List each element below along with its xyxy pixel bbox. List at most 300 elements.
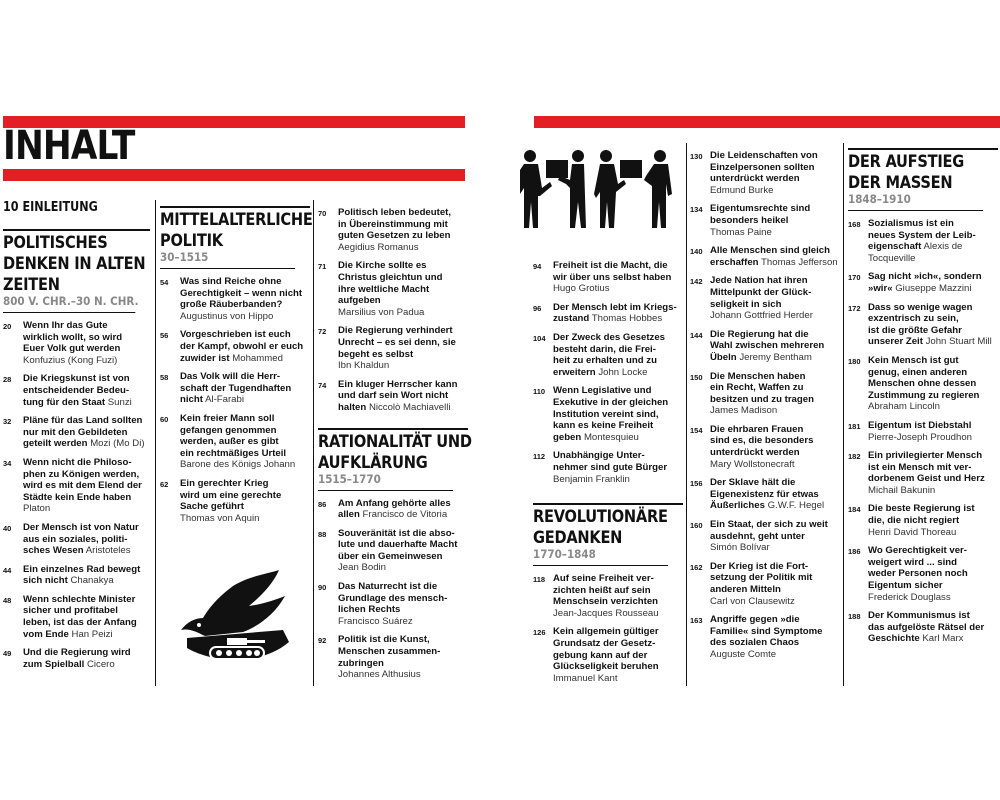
toc-entry[interactable] bbox=[318, 634, 468, 680]
chapter-title-line: Gerechtigkeit – wenn nicht bbox=[180, 287, 303, 299]
chapter-title-line: Die Kriegskunst ist von bbox=[23, 373, 130, 385]
dove-tank-icon bbox=[175, 568, 293, 678]
page-number: 56 bbox=[160, 331, 169, 341]
page-number: 90 bbox=[318, 583, 327, 593]
chapter-title-line: ein Recht, Waffen zu bbox=[710, 382, 804, 394]
toc-entry[interactable] bbox=[318, 581, 468, 627]
toc-entry[interactable] bbox=[848, 420, 998, 443]
chapter-title-line: Freiheit ist die Macht, die bbox=[553, 260, 668, 271]
toc-entry[interactable] bbox=[690, 561, 842, 607]
author-name: Konfuzius (Kong Fuzi) bbox=[23, 354, 118, 366]
section bbox=[690, 150, 842, 661]
chapter-title-line: erweitern bbox=[553, 366, 596, 378]
chapter-title-line: Wenn Legislative und bbox=[553, 385, 652, 397]
column-rule bbox=[843, 143, 844, 686]
column-3 bbox=[318, 200, 472, 681]
chapter-title-line: exzentrisch zu sein, bbox=[868, 313, 959, 325]
chapter-title-line: Eigentum ist Diebstahl bbox=[868, 419, 972, 431]
chapter-title-line: Das Volk will die Herr- bbox=[180, 371, 281, 383]
page-number: 156 bbox=[690, 479, 703, 489]
chapter-title-line: Wenn schlechte Minister bbox=[23, 593, 136, 605]
toc-entry[interactable] bbox=[690, 614, 842, 660]
chapter-title-line: lichen Rechts bbox=[338, 604, 401, 616]
chapter-title-line: Der Mensch ist von Natur bbox=[23, 521, 139, 533]
page-number: 140 bbox=[690, 247, 703, 257]
chapter-title-line: Kein freier Mann soll bbox=[180, 412, 275, 424]
page-number: 180 bbox=[848, 356, 861, 366]
intro-label: EINLEITUNG bbox=[22, 200, 98, 215]
chapter-title-line: allen bbox=[338, 509, 360, 521]
author-name: Jean-Jacques Rousseau bbox=[553, 607, 659, 619]
section-title-line: ZEITEN bbox=[3, 275, 60, 295]
page-number: 44 bbox=[3, 565, 12, 575]
toc-entry[interactable] bbox=[3, 564, 150, 587]
page-number: 34 bbox=[3, 458, 12, 468]
toc-entry[interactable] bbox=[3, 320, 150, 366]
author-name: Carl von Clausewitz bbox=[710, 595, 795, 607]
section-date-range: 1770–1848 bbox=[533, 547, 668, 566]
toc-entry[interactable] bbox=[690, 203, 842, 238]
section-title-line: DENKEN IN ALTEN bbox=[3, 254, 146, 274]
column-rule bbox=[155, 200, 156, 686]
toc-entry[interactable] bbox=[3, 415, 150, 450]
chapter-title-line: entscheidender Bedeu- bbox=[23, 384, 130, 396]
chapter-title-line: begeht es selbst bbox=[338, 348, 414, 360]
chapter-title-line: tung für den Staat bbox=[23, 396, 106, 408]
entry-list bbox=[160, 276, 310, 524]
chapter-title-line: Politisch leben bedeutet, bbox=[338, 207, 452, 218]
chapter-title-line: neues System der Leib- bbox=[868, 229, 976, 241]
page-number: 188 bbox=[848, 612, 861, 622]
toc-entry[interactable] bbox=[160, 413, 310, 471]
author-name: Platon bbox=[23, 503, 51, 515]
chapter-title-line: seligkeit in sich bbox=[710, 298, 782, 310]
column-rule bbox=[313, 200, 314, 686]
page-number: 126 bbox=[533, 628, 546, 638]
toc-entry[interactable] bbox=[160, 276, 310, 322]
toc-entry[interactable] bbox=[533, 450, 683, 485]
chapter-title-line: gebung kann auf der bbox=[553, 649, 648, 661]
chapter-title-line: Wo Gerechtigkeit ver- bbox=[868, 545, 967, 557]
chapter-title-line: zustand bbox=[553, 313, 590, 325]
chapter-title-line: Städte kein Ende haben bbox=[23, 491, 132, 503]
section-date-range: 1515–1770 bbox=[318, 472, 453, 491]
toc-entry[interactable] bbox=[533, 302, 683, 325]
toc-entry[interactable] bbox=[848, 271, 998, 294]
section-header bbox=[848, 148, 998, 211]
chapter-title-line: Die Regierung verhindert bbox=[338, 325, 453, 337]
chapter-title-line: besitzen und zu tragen bbox=[710, 393, 814, 405]
page-number: 182 bbox=[848, 452, 861, 462]
column-4 bbox=[533, 253, 683, 684]
toc-entry[interactable] bbox=[3, 522, 150, 557]
toc-entry[interactable] bbox=[533, 385, 683, 443]
page-number: 94 bbox=[533, 262, 542, 271]
toc-entry[interactable] bbox=[848, 218, 998, 264]
page-number: 162 bbox=[690, 562, 703, 572]
chapter-title-line: Ein gerechter Krieg bbox=[180, 477, 269, 489]
chapter-title-line: Ein privilegierter Mensch bbox=[868, 450, 983, 462]
chapter-title-line: Pläne für das Land sollten bbox=[23, 415, 143, 427]
author-name: Al-Farabi bbox=[205, 394, 244, 406]
chapter-title-line: aus ein soziales, politi- bbox=[23, 533, 128, 545]
chapter-title-line: zuwider ist bbox=[180, 352, 230, 364]
author-name: Aegidius Romanus bbox=[338, 241, 419, 253]
author-name: Sunzi bbox=[107, 396, 132, 408]
page-number: 154 bbox=[690, 425, 703, 435]
chapter-title-line: erschaffen bbox=[710, 256, 759, 268]
toc-entry[interactable] bbox=[690, 519, 842, 554]
author-name: Johannes Althusius bbox=[338, 669, 421, 681]
toc-entry[interactable] bbox=[690, 329, 842, 364]
section-title-line: DER AUFSTIEG bbox=[848, 152, 965, 172]
chapter-title-line: Ein Staat, der sich zu weit bbox=[710, 519, 828, 531]
toc-entry[interactable] bbox=[690, 477, 842, 512]
page-number: 104 bbox=[533, 333, 546, 343]
chapter-title-line: Unabhängige Unter- bbox=[553, 450, 645, 462]
section-title-line: POLITIK bbox=[160, 231, 223, 251]
chapter-title-line: zum Spielball bbox=[23, 658, 85, 670]
section-title-line: AUFKLÄRUNG bbox=[318, 452, 428, 473]
chapter-title-line: wirklich wollt, so wird bbox=[23, 331, 123, 343]
entry-list bbox=[318, 207, 468, 414]
page-number: 58 bbox=[160, 373, 169, 383]
chapter-title-line: die, die nicht regiert bbox=[868, 515, 960, 527]
author-name: Marsilius von Padua bbox=[338, 306, 425, 318]
chapter-title-line: Kein Mensch ist gut bbox=[868, 354, 959, 366]
entry-list bbox=[318, 498, 468, 681]
chapter-title-line: »wir« bbox=[868, 282, 893, 294]
page-number: 168 bbox=[848, 220, 861, 229]
chapter-title-line: besonders heikel bbox=[710, 214, 789, 226]
author-name: Montesquieu bbox=[583, 431, 639, 443]
chapter-title-line: eigenschaft bbox=[868, 241, 922, 253]
chapter-title-line: Eigentum sicher bbox=[868, 580, 943, 592]
section-title-line: POLITISCHES bbox=[3, 233, 108, 253]
entry-list bbox=[690, 150, 842, 661]
toc-entry[interactable] bbox=[690, 150, 842, 196]
chapter-title-line: in Übereinstimmung mit bbox=[338, 218, 448, 230]
chapter-title-line: gefangen genommen bbox=[180, 424, 277, 436]
page-number: 184 bbox=[848, 505, 861, 515]
page-number: 134 bbox=[690, 205, 703, 215]
section-date-range: 800 V. CHR.–30 N. CHR. bbox=[3, 294, 135, 313]
author-name: Jean Bodin bbox=[338, 562, 387, 574]
toc-entry[interactable] bbox=[848, 450, 998, 496]
chapter-title-line: Einzelpersonen sollten bbox=[710, 161, 815, 173]
page-number: 144 bbox=[690, 330, 703, 340]
chapter-title-line: Kein allgemein gültiger bbox=[553, 626, 659, 638]
toc-entry[interactable] bbox=[533, 332, 683, 378]
chapter-title-line: und darf sein Wort nicht bbox=[338, 390, 449, 402]
page-number: 186 bbox=[848, 547, 861, 557]
page-number: 150 bbox=[690, 372, 703, 382]
column-rule bbox=[686, 143, 687, 686]
chapter-title-line: sind es, die besonders bbox=[710, 435, 814, 447]
chapter-title-line: Politik ist die Kunst, bbox=[338, 634, 430, 646]
toc-entry[interactable] bbox=[318, 528, 468, 574]
toc-entry[interactable] bbox=[848, 545, 998, 603]
chapter-title-line: Wahl zwischen mehreren bbox=[710, 340, 825, 352]
section-header bbox=[3, 229, 150, 313]
chapter-title-line: wird es mit dem Elend der bbox=[23, 480, 142, 492]
toc-entry[interactable] bbox=[3, 594, 150, 640]
toc-entry[interactable] bbox=[848, 302, 998, 348]
toc-entry[interactable] bbox=[160, 371, 310, 406]
toc-entry[interactable] bbox=[533, 626, 683, 684]
chapter-title-line: Sag nicht »ich«, sondern bbox=[868, 271, 982, 283]
author-name: Mohammed bbox=[232, 352, 283, 364]
chapter-title-line: große Räuberbanden? bbox=[180, 299, 283, 311]
chapter-title-line: Die beste Regierung ist bbox=[868, 503, 975, 515]
page-number: 28 bbox=[3, 375, 12, 385]
chapter-title-line: Die Kirche sollte es bbox=[338, 260, 427, 272]
toc-entry[interactable] bbox=[690, 275, 842, 321]
chapter-title-line: Die Leidenschaften von bbox=[710, 150, 818, 161]
chapter-title-line: Am Anfang gehörte alles bbox=[338, 497, 451, 509]
author-name: Han Peizi bbox=[71, 628, 113, 640]
chapter-title-line: der Kampf, obwohl er euch bbox=[180, 340, 304, 352]
author-name: Mary Wollstonecraft bbox=[710, 458, 795, 470]
author-name: Benjamin Franklin bbox=[553, 473, 630, 485]
author-name: Ibn Khaldun bbox=[338, 360, 390, 372]
chapter-title-line: Dass so wenige wagen bbox=[868, 301, 973, 313]
chapter-title-line: halten bbox=[338, 401, 367, 413]
chapter-title-line: Wenn Ihr das Gute bbox=[23, 320, 108, 331]
chapter-title-line: Alle Menschen sind gleich bbox=[710, 245, 830, 257]
section-date-range: 30–1515 bbox=[160, 250, 295, 269]
chapter-title-line: Übeln bbox=[710, 351, 737, 363]
toc-entry[interactable] bbox=[318, 207, 468, 253]
page-number: 96 bbox=[533, 303, 542, 313]
chapter-title-line: Der Krieg ist die Fort- bbox=[710, 560, 809, 572]
chapter-title-line: genug, einen anderen bbox=[868, 366, 968, 378]
chapter-title-line: guten Gesetzen zu leben bbox=[338, 230, 451, 242]
chapter-title-line: Jede Nation hat ihren bbox=[710, 275, 808, 287]
page-number: 74 bbox=[318, 380, 327, 390]
author-name: Auguste Comte bbox=[710, 648, 777, 660]
toc-entry[interactable] bbox=[3, 457, 150, 515]
chapter-title-line: wird um eine gerechte bbox=[180, 489, 282, 501]
chapter-title-line: Sache geführt bbox=[180, 501, 244, 513]
chapter-title-line: heit zu erhalten und zu bbox=[553, 355, 657, 367]
author-name: Thomas von Aquin bbox=[180, 512, 260, 524]
page-number: 86 bbox=[318, 499, 327, 509]
toc-entry[interactable] bbox=[690, 245, 842, 268]
page-title: INHALT bbox=[3, 123, 135, 169]
author-name: Augustinus von Hippo bbox=[180, 310, 274, 322]
toc-entry[interactable] bbox=[160, 478, 310, 524]
section bbox=[160, 206, 313, 524]
chapter-title-line: Die Menschen haben bbox=[710, 370, 806, 382]
page-number: 142 bbox=[690, 277, 703, 287]
chapter-title-line: Angriffe gegen »die bbox=[710, 614, 800, 626]
toc-entry[interactable] bbox=[533, 260, 683, 295]
author-name: John Stuart Mill bbox=[925, 336, 992, 348]
chapter-title-line: Eigentumsrechte sind bbox=[710, 203, 811, 215]
section-title-line: MITTELALTERLICHE bbox=[160, 210, 313, 230]
chapter-title-line: ein rechtmäßiges Urteil bbox=[180, 447, 287, 459]
toc-entry[interactable] bbox=[848, 610, 998, 645]
chapter-title-line: Der Kommunismus ist bbox=[868, 610, 970, 622]
chapter-title-line: Der Sklave hält die bbox=[710, 477, 796, 489]
chapter-title-line: lute und dauerhafte Macht bbox=[338, 539, 458, 551]
chapter-title-line: Menschsein verzichten bbox=[553, 596, 659, 608]
author-name: Thomas Jefferson bbox=[761, 256, 838, 268]
chapter-title-line: Sozialismus ist ein bbox=[868, 218, 954, 229]
page-number: 71 bbox=[318, 262, 327, 272]
chapter-title-line: Ein kluger Herrscher kann bbox=[338, 378, 458, 390]
section-header bbox=[160, 206, 313, 269]
chapter-title-line: vom Ende bbox=[23, 628, 69, 640]
chapter-title-line: Mittelpunkt der Glück- bbox=[710, 286, 812, 298]
author-name: Alexis de Tocqueville bbox=[868, 241, 963, 264]
section-title-line: DER MASSEN bbox=[848, 173, 953, 193]
author-name: Thomas Paine bbox=[710, 226, 772, 238]
author-name: Michail Bakunin bbox=[868, 484, 936, 496]
toc-entry[interactable] bbox=[160, 329, 310, 364]
chapter-title-line: setzung der Politik mit bbox=[710, 572, 813, 584]
toc-entry[interactable] bbox=[3, 373, 150, 408]
chapter-title-line: das aufgelöste Rätsel der bbox=[868, 621, 985, 633]
chapter-title-line: Familie« sind Symptome bbox=[710, 625, 823, 637]
author-name: James Madison bbox=[710, 405, 778, 417]
author-name: Barone des Königs Johann bbox=[180, 459, 296, 471]
section bbox=[533, 260, 683, 485]
chapter-title-line: Wenn nicht die Philoso- bbox=[23, 456, 132, 468]
chapter-title-line: werden, außer es gibt bbox=[180, 436, 279, 448]
title-red-bar bbox=[3, 169, 465, 181]
toc-entry[interactable] bbox=[318, 498, 468, 521]
page-number: 172 bbox=[848, 303, 861, 313]
chapter-title-line: Das Naturrecht ist die bbox=[338, 581, 438, 593]
chapter-title-line: Ein einzelnes Rad bewegt bbox=[23, 563, 141, 575]
section bbox=[533, 503, 683, 684]
author-name: Francisco de Vitoria bbox=[362, 509, 448, 521]
people-carrying-boxes-icon bbox=[520, 148, 680, 230]
toc-entry[interactable] bbox=[848, 355, 998, 413]
chapter-title-line: sches Wesen bbox=[23, 545, 84, 557]
chapter-title-line: Und die Regierung wird bbox=[23, 647, 131, 659]
chapter-title-line: unserer Zeit bbox=[868, 336, 923, 348]
toc-entry[interactable] bbox=[3, 647, 150, 670]
intro-page-number: 10 bbox=[3, 200, 19, 215]
chapter-title-line: Auf seine Freiheit ver- bbox=[553, 573, 654, 585]
chapter-title-line: über ein Gemeinwesen bbox=[338, 550, 443, 562]
chapter-title-line: Grundlage des mensch- bbox=[338, 592, 448, 604]
page-number: 48 bbox=[3, 595, 12, 605]
page-number: 70 bbox=[318, 209, 327, 218]
toc-entry[interactable] bbox=[690, 424, 842, 470]
column-6 bbox=[848, 148, 998, 645]
column-5 bbox=[690, 143, 842, 661]
author-name: John Locke bbox=[598, 366, 648, 378]
author-name: Mozi (Mo Di) bbox=[90, 438, 145, 450]
chapter-title-line: Die Regierung hat die bbox=[710, 328, 809, 340]
section-header bbox=[533, 503, 683, 566]
author-name: Karl Marx bbox=[922, 633, 964, 645]
chapter-title-line: anderen Mitteln bbox=[710, 584, 781, 595]
page-number: 112 bbox=[533, 452, 546, 462]
page-number: 54 bbox=[160, 278, 169, 287]
chapter-title-line: schaft der Tugendhaften bbox=[180, 382, 292, 394]
chapter-title-line: weigert wird ... sind bbox=[868, 556, 958, 568]
chapter-title-line: zichten heißt auf sein bbox=[553, 584, 651, 596]
chapter-title-line: dorbenem Geist und Herz bbox=[868, 473, 985, 485]
chapter-title-line: ist die größte Gefahr bbox=[868, 324, 962, 336]
chapter-title-line: geteilt werden bbox=[23, 438, 88, 450]
chapter-title-line: besteht darin, die Frei- bbox=[553, 343, 656, 355]
chapter-title-line: Christus gleichtun und bbox=[338, 271, 443, 283]
toc-entry[interactable] bbox=[533, 573, 683, 619]
author-name: Johann Gottfried Herder bbox=[710, 310, 813, 322]
chapter-title-line: Unrecht – es sei denn, sie bbox=[338, 336, 456, 348]
chapter-title-line: des sozialen Chaos bbox=[710, 637, 800, 649]
chapter-title-line: Was sind Reiche ohne bbox=[180, 276, 282, 287]
author-name: Thomas Hobbes bbox=[591, 313, 663, 325]
chapter-title-line: Grundsatz der Gesetz- bbox=[553, 638, 656, 650]
author-name: Niccolò Machiavelli bbox=[368, 401, 451, 413]
chapter-title-line: kann es keine Freiheit bbox=[553, 420, 654, 432]
toc-entry[interactable] bbox=[318, 260, 468, 318]
intro-entry[interactable] bbox=[3, 200, 129, 215]
chapter-title-line: Vorgeschrieben ist euch bbox=[180, 329, 291, 341]
page-number: 92 bbox=[318, 636, 327, 646]
chapter-title-line: geben bbox=[553, 431, 582, 443]
page-number: 160 bbox=[690, 521, 703, 531]
author-name: Immanuel Kant bbox=[553, 672, 618, 684]
chapter-title-line: Die ehrbaren Frauen bbox=[710, 423, 804, 435]
chapter-title-line: wir über uns selbst haben bbox=[553, 271, 672, 283]
section-title-line: GEDANKEN bbox=[533, 528, 623, 549]
toc-entry[interactable] bbox=[848, 503, 998, 538]
author-name: Jeremy Bentham bbox=[739, 351, 812, 363]
chapter-title-line: Eigenexistenz für etwas bbox=[710, 488, 819, 500]
author-name: Cicero bbox=[86, 658, 115, 670]
chapter-title-line: Der Mensch lebt im Kriegs- bbox=[553, 301, 677, 313]
chapter-title-line: Souveränität ist die abso- bbox=[338, 527, 455, 539]
chapter-title-line: ausdehnt, geht unter bbox=[710, 530, 805, 542]
chapter-title-line: Zustimmung zu regieren bbox=[868, 389, 980, 401]
chapter-title-line: aufgeben bbox=[338, 295, 381, 307]
chapter-title-line: Euer Volk gut werden bbox=[23, 343, 121, 355]
section bbox=[3, 229, 150, 670]
chapter-title-line: Institution vereint sind, bbox=[553, 408, 659, 420]
chapter-title-line: nur mit den Gebildeten bbox=[23, 426, 128, 438]
author-name: Chanakya bbox=[70, 575, 114, 587]
section bbox=[848, 148, 998, 645]
toc-entry[interactable] bbox=[318, 379, 468, 414]
author-name: G.W.F. Hegel bbox=[767, 500, 825, 512]
page-number: 72 bbox=[318, 327, 327, 337]
page-number: 163 bbox=[690, 616, 703, 626]
chapter-title-line: Menschen zusammen- bbox=[338, 646, 441, 658]
page-number: 49 bbox=[3, 649, 12, 659]
page-number: 32 bbox=[3, 417, 12, 427]
toc-entry[interactable] bbox=[318, 325, 468, 371]
section-date-range: 1848–1910 bbox=[848, 192, 983, 211]
chapter-title-line: Menschen ohne dessen bbox=[868, 378, 977, 390]
chapter-title-line: ihre weltliche Macht bbox=[338, 283, 430, 295]
author-name: Aristoteles bbox=[85, 545, 131, 557]
chapter-title-line: Äußerliches bbox=[710, 500, 765, 512]
entry-list bbox=[533, 260, 683, 485]
chapter-title-line: unterdrückt werden bbox=[710, 173, 800, 185]
section bbox=[318, 428, 472, 681]
toc-entry[interactable] bbox=[690, 371, 842, 417]
page-number: 130 bbox=[690, 152, 703, 161]
column-2 bbox=[160, 206, 313, 524]
